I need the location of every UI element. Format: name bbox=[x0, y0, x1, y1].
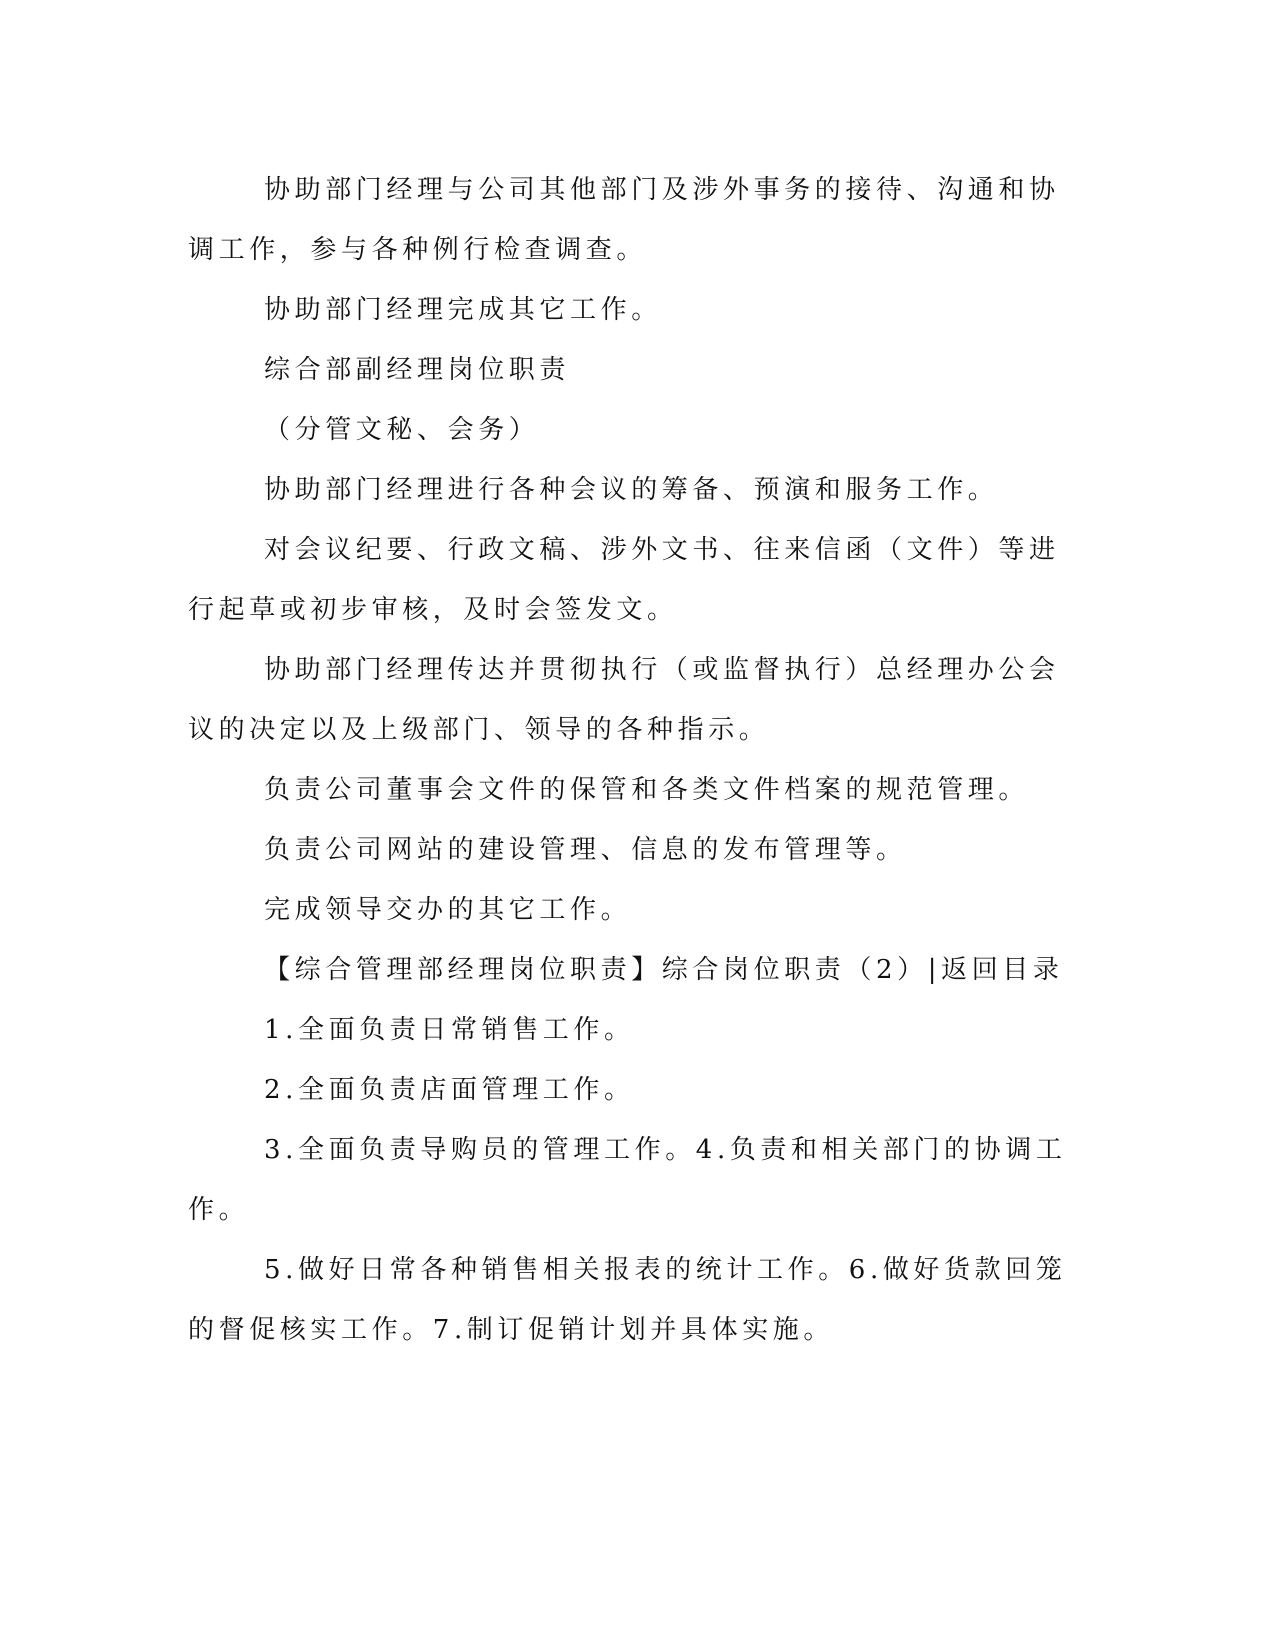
paragraph: 协助部门经理传达并贯彻执行（或监督执行）总经理办公会议的决定以及上级部门、领导的各种指示。 bbox=[188, 655, 1060, 745]
list-item: 3.全面负责导购员的管理工作。4.负责和相关部门的协调工作。 bbox=[188, 1135, 1067, 1225]
document-body bbox=[188, 160, 1078, 1360]
paragraph: 对会议纪要、行政文稿、涉外文书、往来信函（文件）等进行起草或初步审核，及时会签发文。 bbox=[188, 535, 1060, 625]
section-subheading: （分管文秘、会务） bbox=[264, 415, 540, 445]
paragraph: 负责公司网站的建设管理、信息的发布管理等。 bbox=[264, 835, 907, 865]
paragraph: 负责公司董事会文件的保管和各类文件档案的规范管理。 bbox=[264, 775, 1030, 805]
list-item: 5.做好日常各种销售相关报表的统计工作。6.做好货款回笼的督促核实工作。7.制订促销计划并具体实施。 bbox=[188, 1255, 1067, 1345]
list-item: 2.全面负责店面管理工作。 bbox=[264, 1075, 635, 1105]
paragraph: 协助部门经理与公司其他部门及涉外事务的接待、沟通和协调工作，参与各种例行检查调查。 bbox=[188, 175, 1060, 265]
section-title-link: 【综合管理部经理岗位职责】综合岗位职责（2）|返回目录 bbox=[264, 955, 1064, 985]
paragraph: 协助部门经理完成其它工作。 bbox=[264, 295, 662, 325]
list-item: 1.全面负责日常销售工作。 bbox=[264, 1015, 635, 1045]
paragraph: 完成领导交办的其它工作。 bbox=[264, 895, 632, 925]
section-heading: 综合部副经理岗位职责 bbox=[264, 355, 571, 385]
paragraph: 协助部门经理进行各种会议的筹备、预演和服务工作。 bbox=[264, 475, 999, 505]
